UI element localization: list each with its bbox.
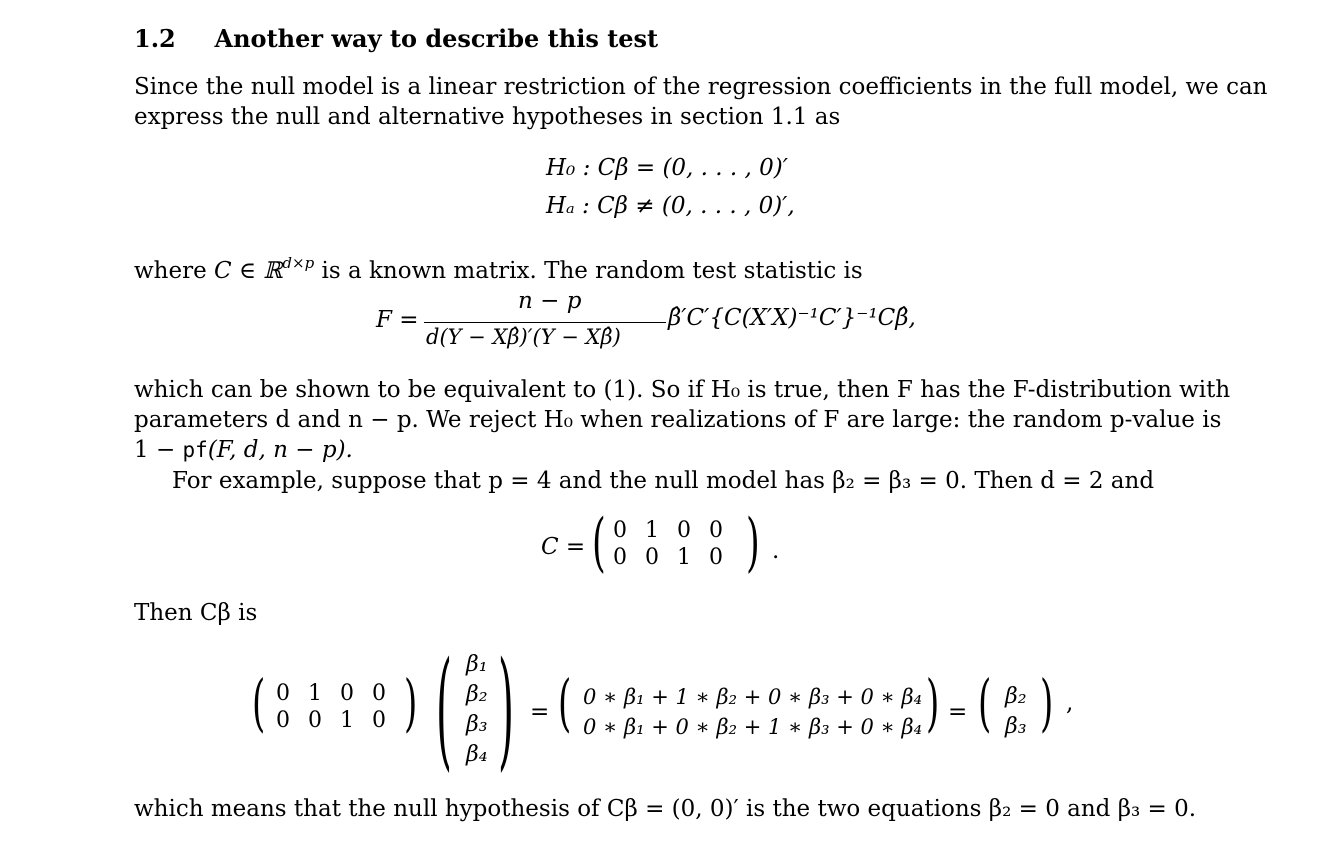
matrix-cell: 0 <box>308 708 322 733</box>
c-matrix <box>604 517 732 571</box>
result-entry: β₃ <box>1005 714 1027 739</box>
alternative-hypothesis: Hₐ : Cβ ≠ (0, . . . , 0)′, <box>546 193 795 219</box>
section-title: Another way to describe this test <box>214 24 659 53</box>
result-right-paren: ) <box>1040 666 1054 739</box>
expanded-entry: 0 ∗ β₁ + 0 ∗ β₂ + 1 ∗ β₃ + 0 ∗ β₄ <box>583 715 923 739</box>
product-left-row <box>267 680 395 707</box>
line3-post: (F, d, n − p). <box>207 437 353 463</box>
final-line: which means that the null hypothesis of Cβ = (0, 0)′ is the two equations β₂ = 0 and β₃ = 0. <box>134 796 1197 822</box>
matrix-cell: 0 <box>372 681 386 706</box>
result-vector <box>1005 682 1027 742</box>
result-entry: β₂ <box>1005 684 1027 709</box>
matrix-cell: 0 <box>276 681 290 706</box>
c-matrix-cell: 1 <box>645 518 659 543</box>
c-matrix-cell: 0 <box>645 545 659 570</box>
where-pre: where <box>134 258 215 284</box>
null-hypothesis: H₀ : Cβ = (0, . . . , 0)′ <box>546 155 788 181</box>
product-trail: , <box>1066 690 1074 716</box>
c-matrix-cell: 0 <box>677 518 691 543</box>
where-post: is a known matrix. The random test statistic is <box>314 258 863 284</box>
beta-entry: β₂ <box>466 682 488 707</box>
expanded-entry: 0 ∗ β₁ + 1 ∗ β₂ + 0 ∗ β₃ + 0 ∗ β₄ <box>583 685 923 709</box>
matrix-cell: 0 <box>340 681 354 706</box>
expanded-left-paren: ( <box>558 666 572 739</box>
paragraph-2-line-3 <box>134 435 353 465</box>
beta-vector-right-paren: ) <box>498 635 514 784</box>
matrix-cell: 1 <box>308 681 322 706</box>
product-left-matrix-right-paren: ) <box>404 666 418 739</box>
matrix-cell: 0 <box>276 708 290 733</box>
c-matrix-cell: 0 <box>613 545 627 570</box>
pf-function: pf <box>182 438 208 462</box>
c-matrix-cell: 0 <box>709 545 723 570</box>
product-left-matrix-left-paren: ( <box>252 666 266 739</box>
matrix-cell: 1 <box>340 708 354 733</box>
paragraph-2-line-4: For example, suppose that p = 4 and the null model has β₂ = β₃ = 0. Then d = 2 and <box>172 468 1155 494</box>
where-line <box>134 248 863 286</box>
product-left-row <box>267 707 395 734</box>
beta-vector <box>466 650 488 770</box>
then-line: Then Cβ is <box>134 600 258 626</box>
paragraph-1-line-1: Since the null model is a linear restriction of the regression coefficients in the full model, we can <box>134 74 1268 100</box>
equals-sign-1: = <box>530 699 550 725</box>
paragraph-2-line-2: parameters d and n − p. We reject H₀ when realizations of F are large: the random p-value is <box>134 407 1222 433</box>
expanded-vector <box>583 682 922 742</box>
c-matrix-row <box>604 544 732 571</box>
c-matrix-row <box>604 517 732 544</box>
paragraph-2-line-1: which can be shown to be equivalent to (1). So if H₀ is true, then F has the F-distribution with <box>134 377 1231 403</box>
beta-entry: β₁ <box>466 652 488 677</box>
f-stat-denominator: d(Y − Xβ̂)′(Y − Xβ̂) <box>426 325 621 349</box>
beta-vector-left-paren: ( <box>436 635 452 784</box>
where-dims: d×p <box>282 254 315 272</box>
c-matrix-cell: 1 <box>677 545 691 570</box>
c-matrix-cell: 0 <box>613 518 627 543</box>
f-stat-lhs: F = <box>376 307 419 333</box>
line3-pre: 1 − <box>134 437 183 463</box>
c-matrix-trail: . <box>772 538 780 564</box>
section-heading <box>134 24 658 53</box>
c-matrix-lhs: C = <box>541 534 586 560</box>
c-matrix-cell: 0 <box>709 518 723 543</box>
paragraph-1-line-2: express the null and alternative hypotheses in section 1.1 as <box>134 104 841 130</box>
where-c-in-r: C ∈ ℝ <box>214 258 283 284</box>
beta-entry: β₄ <box>466 742 488 767</box>
f-stat-fraction-bar <box>424 322 666 323</box>
result-left-paren: ( <box>978 666 992 739</box>
equals-sign-2: = <box>948 699 968 725</box>
matrix-cell: 0 <box>372 708 386 733</box>
c-matrix-right-paren: ) <box>746 506 760 580</box>
f-stat-rest: β̂′C′{C(X′X)⁻¹C′}⁻¹Cβ̂, <box>668 305 916 331</box>
c-matrix-left-paren: ( <box>592 506 606 580</box>
section-number: 1.2 <box>134 24 176 53</box>
beta-entry: β₃ <box>466 712 488 737</box>
f-stat-numerator: n − p <box>518 288 582 314</box>
expanded-right-paren: ) <box>926 666 940 739</box>
product-left-matrix <box>267 680 395 734</box>
